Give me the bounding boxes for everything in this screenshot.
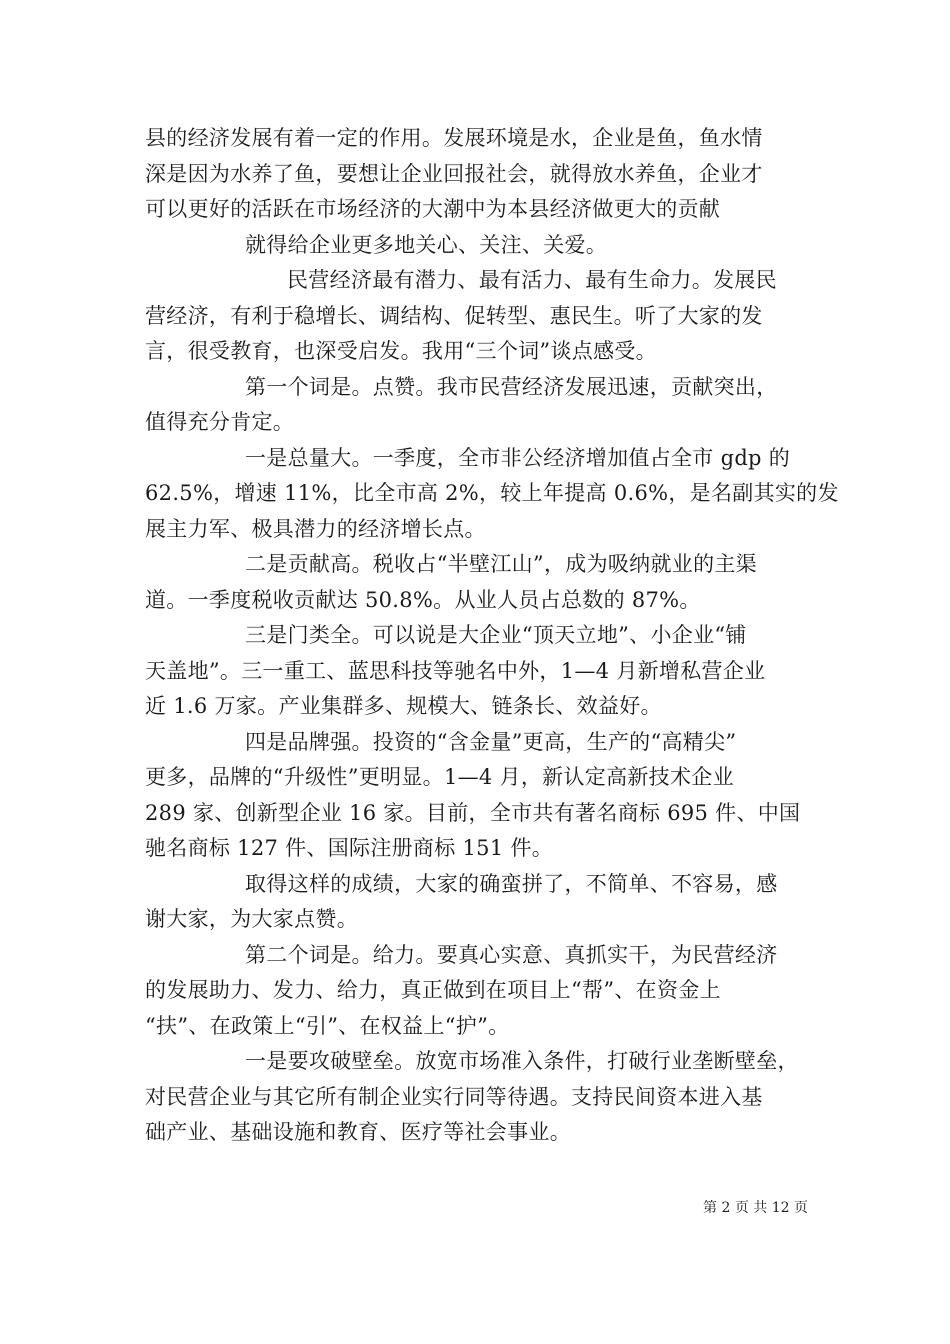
text-line: 县的经济发展有着一定的作用。发展环境是水，企业是鱼，鱼水情 xyxy=(145,126,763,150)
text-line: 天盖地”。三一重工、蓝思科技等驰名中外，1—4 月新增私营企业 xyxy=(145,658,766,683)
text-line: 础产业、基础设施和教育、医疗等社会事业。 xyxy=(145,1120,571,1144)
text-line: 值得充分肯定。 xyxy=(145,410,295,434)
text-line: 62.5%，增速 11%，比全市高 2%，较上年提高 0.6%，是名副其实的发 xyxy=(145,481,839,505)
text-line: 就得给企业更多地关心、关注、关爱。 xyxy=(245,232,608,257)
text-line: 第二个词是。给力。要真心实意、真抓实干，为民营经济 xyxy=(245,942,778,967)
text-line: 二是贡献高。税收占“半壁江山”，成为吸纳就业的主渠 xyxy=(245,552,757,576)
text-line: 民营经济最有潜力、最有活力、最有生命力。发展民 xyxy=(287,268,777,292)
text-line: 一是要攻破壁垒。放宽市场准入条件，打破行业垄断壁垒， xyxy=(245,1049,799,1073)
text-line: 取得这样的成绩，大家的确蛮拼了，不简单、不容易，感 xyxy=(245,871,778,896)
text-line: 道。一季度税收贡献达 50.8%。从业人员占总数的 87%。 xyxy=(145,587,701,612)
text-line: 言，很受教育，也深受启发。我用“三个词”谈点感受。 xyxy=(145,339,657,363)
text-line: 对民营企业与其它所有制企业实行同等待遇。支持民间资本进入基 xyxy=(145,1084,763,1109)
text-line: 289 家、创新型企业 16 家。目前，全市共有著名商标 695 件、中国 xyxy=(145,800,801,825)
text-line: 营经济，有利于稳增长、调结构、促转型、惠民生。听了大家的发 xyxy=(145,303,763,328)
body-text xyxy=(145,121,839,1151)
text-line: 的发展助力、发力、给力，真正做到在项目上“帮”、在资金上 xyxy=(145,978,721,1002)
page-number-footer: 第 2 页 共 12 页 xyxy=(703,1200,808,1216)
text-line: 近 1.6 万家。产业集群多、规模大、链条长、效益好。 xyxy=(145,694,662,718)
text-line: 更多，品牌的“升级性”更明显。1—4 月，新认定高新技术企业 xyxy=(145,765,734,789)
text-line: 谢大家，为大家点赞。 xyxy=(145,907,358,931)
text-line: 驰名商标 127 件、国际注册商标 151 件。 xyxy=(145,836,554,860)
text-line: 一是总量大。一季度，全市非公经济增加值占全市 gdp 的 xyxy=(245,445,791,470)
text-line: 三是门类全。可以说是大企业“顶天立地”、小企业“铺 xyxy=(245,623,747,647)
text-line: “扶”、在政策上“引”、在权益上“护”。 xyxy=(145,1013,510,1038)
text-line: 深是因为水养了鱼，要想让企业回报社会，就得放水养鱼，企业才 xyxy=(145,161,763,186)
text-line: 可以更好的活跃在市场经济的大潮中为本县经济做更大的贡献 xyxy=(145,197,721,221)
text-line: 四是品牌强。投资的“含金量”更高，生产的“高精尖” xyxy=(245,729,737,754)
text-line: 第一个词是。点赞。我市民营经济发展迅速，贡献突出， xyxy=(245,374,778,399)
text-line: 展主力军、极具潜力的经济增长点。 xyxy=(145,516,486,541)
